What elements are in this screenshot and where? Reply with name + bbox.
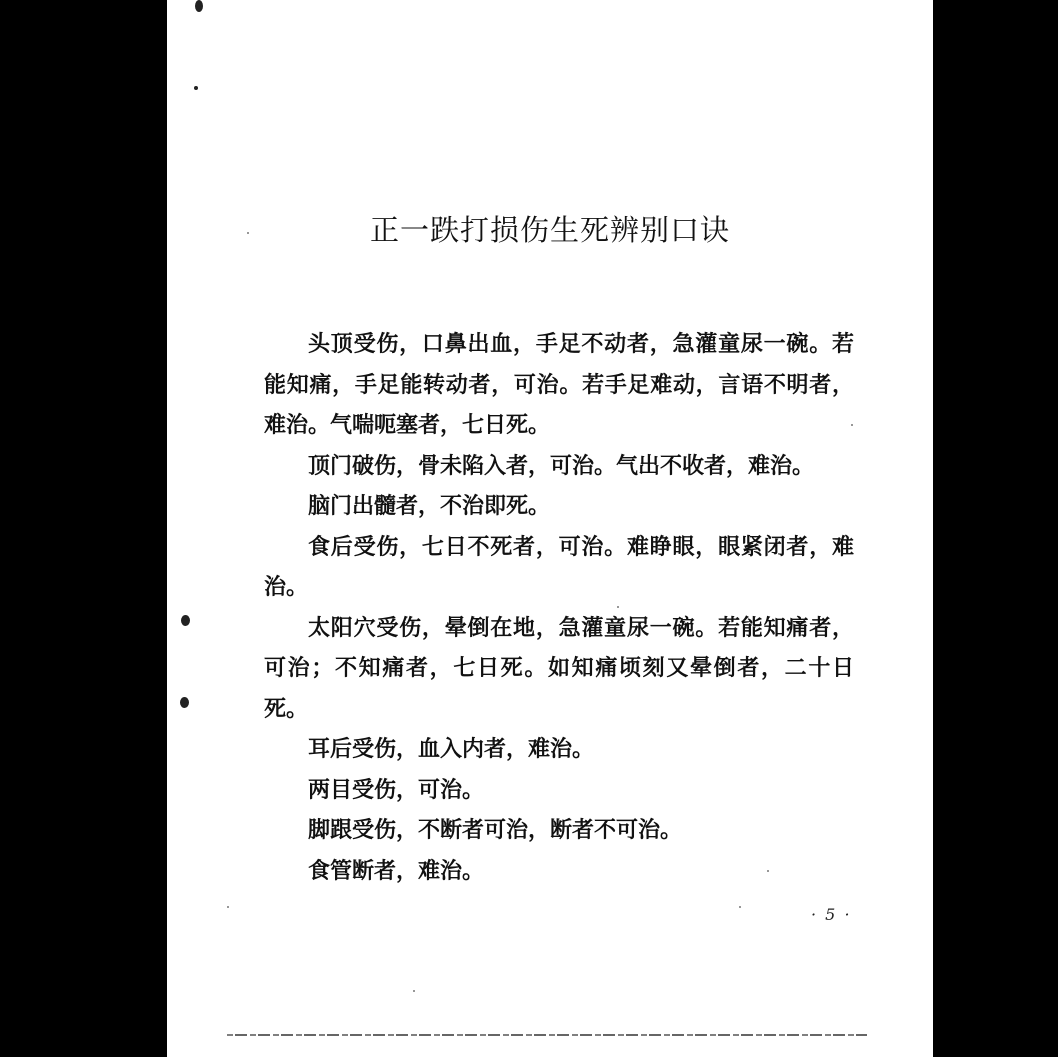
paragraph: 耳后受伤，血入内者，难治。	[308, 736, 595, 762]
paragraph: 脑门出髓者，不治即死。	[308, 493, 551, 519]
paragraph: 两目受伤，可治。	[308, 776, 485, 803]
page-title: 正一跌打损伤生死辨别口诀	[369, 213, 730, 247]
scan-spot	[195, 0, 203, 12]
scan-edge-line	[227, 1034, 867, 1036]
page-number: · 5 ·	[811, 905, 852, 924]
paragraph: 顶门破伤，骨未陷入者，可治。气出不收者，难治。	[308, 452, 815, 479]
scan-spot	[194, 86, 198, 90]
paragraph: 食后受伤，七日不死者，可治。难睁眼，眼紧闭者，难治。	[264, 533, 854, 600]
scan-speck	[413, 990, 415, 992]
book-page	[167, 0, 933, 1057]
scan-speck	[227, 906, 229, 908]
document-body	[264, 324, 854, 891]
paragraph: 脚跟受伤，不断者可治，断者不可治。	[308, 817, 683, 843]
scan-spot	[180, 697, 189, 708]
paragraph: 头顶受伤，口鼻出血，手足不动者，急灌童尿一碗。若能知痛，手足能转动者，可治。若手足难动，言语不明者，难治。气喘呃塞者，七日死。	[264, 331, 854, 438]
scan-spot	[181, 615, 190, 626]
paragraph: 太阳穴受伤，晕倒在地，急灌童尿一碗。若能知痛者，可治；不知痛者，七日死。如知痛顷刻又晕倒者，二十日死。	[264, 614, 854, 722]
paragraph: 食管断者，难治。	[308, 857, 485, 884]
scan-speck	[739, 906, 741, 908]
